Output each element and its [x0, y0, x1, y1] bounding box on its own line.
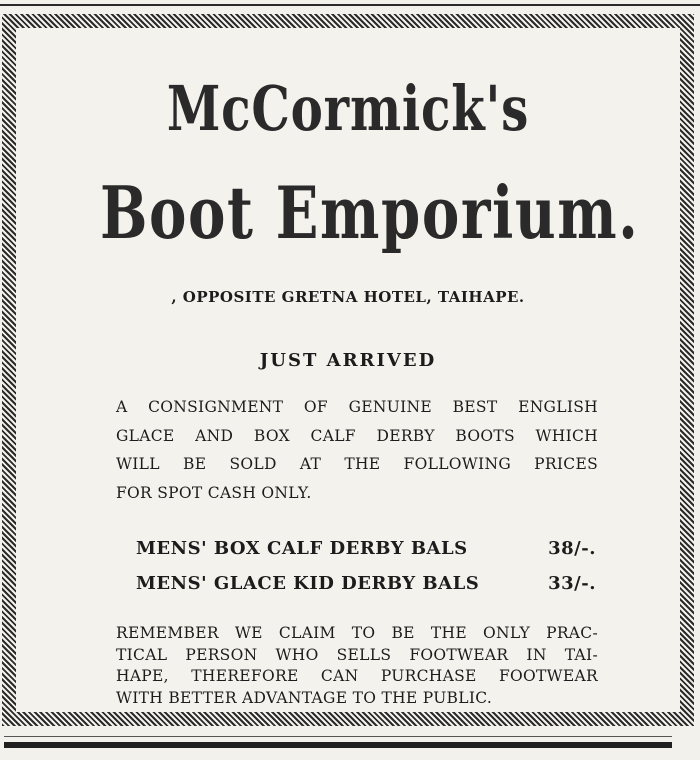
paragraph-line: GLACE AND BOX CALF DERBY BOOTS WHICH	[116, 426, 598, 445]
claim-paragraph	[116, 626, 598, 712]
price-row	[136, 573, 596, 594]
price-value: 38/-.	[548, 538, 596, 559]
advertisement-frame	[2, 14, 694, 726]
paragraph-line: WILL BE SOLD AT THE FOLLOWING PRICES	[116, 455, 598, 473]
price-value: 33/-.	[548, 573, 596, 594]
bottom-rule	[4, 742, 672, 748]
paragraph-line: FOR SPOT CASH ONLY.	[116, 483, 312, 502]
consignment-paragraph	[116, 400, 598, 514]
store-address: , OPPOSITE GRETNA HOTEL, TAIHAPE.	[171, 288, 525, 306]
paragraph-line: REMEMBER WE CLAIM TO BE THE ONLY PRAC-	[116, 624, 598, 642]
announcement: JUST ARRIVED	[259, 350, 437, 371]
headline-store-owner: McCormick's	[166, 72, 530, 145]
paragraph-line: HAPE, THEREFORE CAN PURCHASE FOOTWEAR	[116, 667, 598, 685]
page-top-rule	[0, 4, 700, 6]
price-list	[136, 538, 596, 608]
paragraph-line: TICAL PERSON WHO SELLS FOOTWEAR IN TAI-	[116, 645, 598, 664]
price-row	[136, 538, 596, 559]
price-item: MENS' BOX CALF DERBY BALS	[136, 538, 468, 559]
bottom-rule-thin	[4, 736, 672, 737]
paragraph-line: WITH BETTER ADVANTAGE TO THE PUBLIC.	[116, 688, 493, 707]
headline-store-type: Boot Emporium.	[99, 170, 640, 255]
advertisement-body	[30, 42, 666, 707]
paragraph-line: A CONSIGNMENT OF GENUINE BEST ENGLISH	[116, 398, 598, 416]
price-item: MENS' GLACE KID DERBY BALS	[136, 573, 480, 594]
